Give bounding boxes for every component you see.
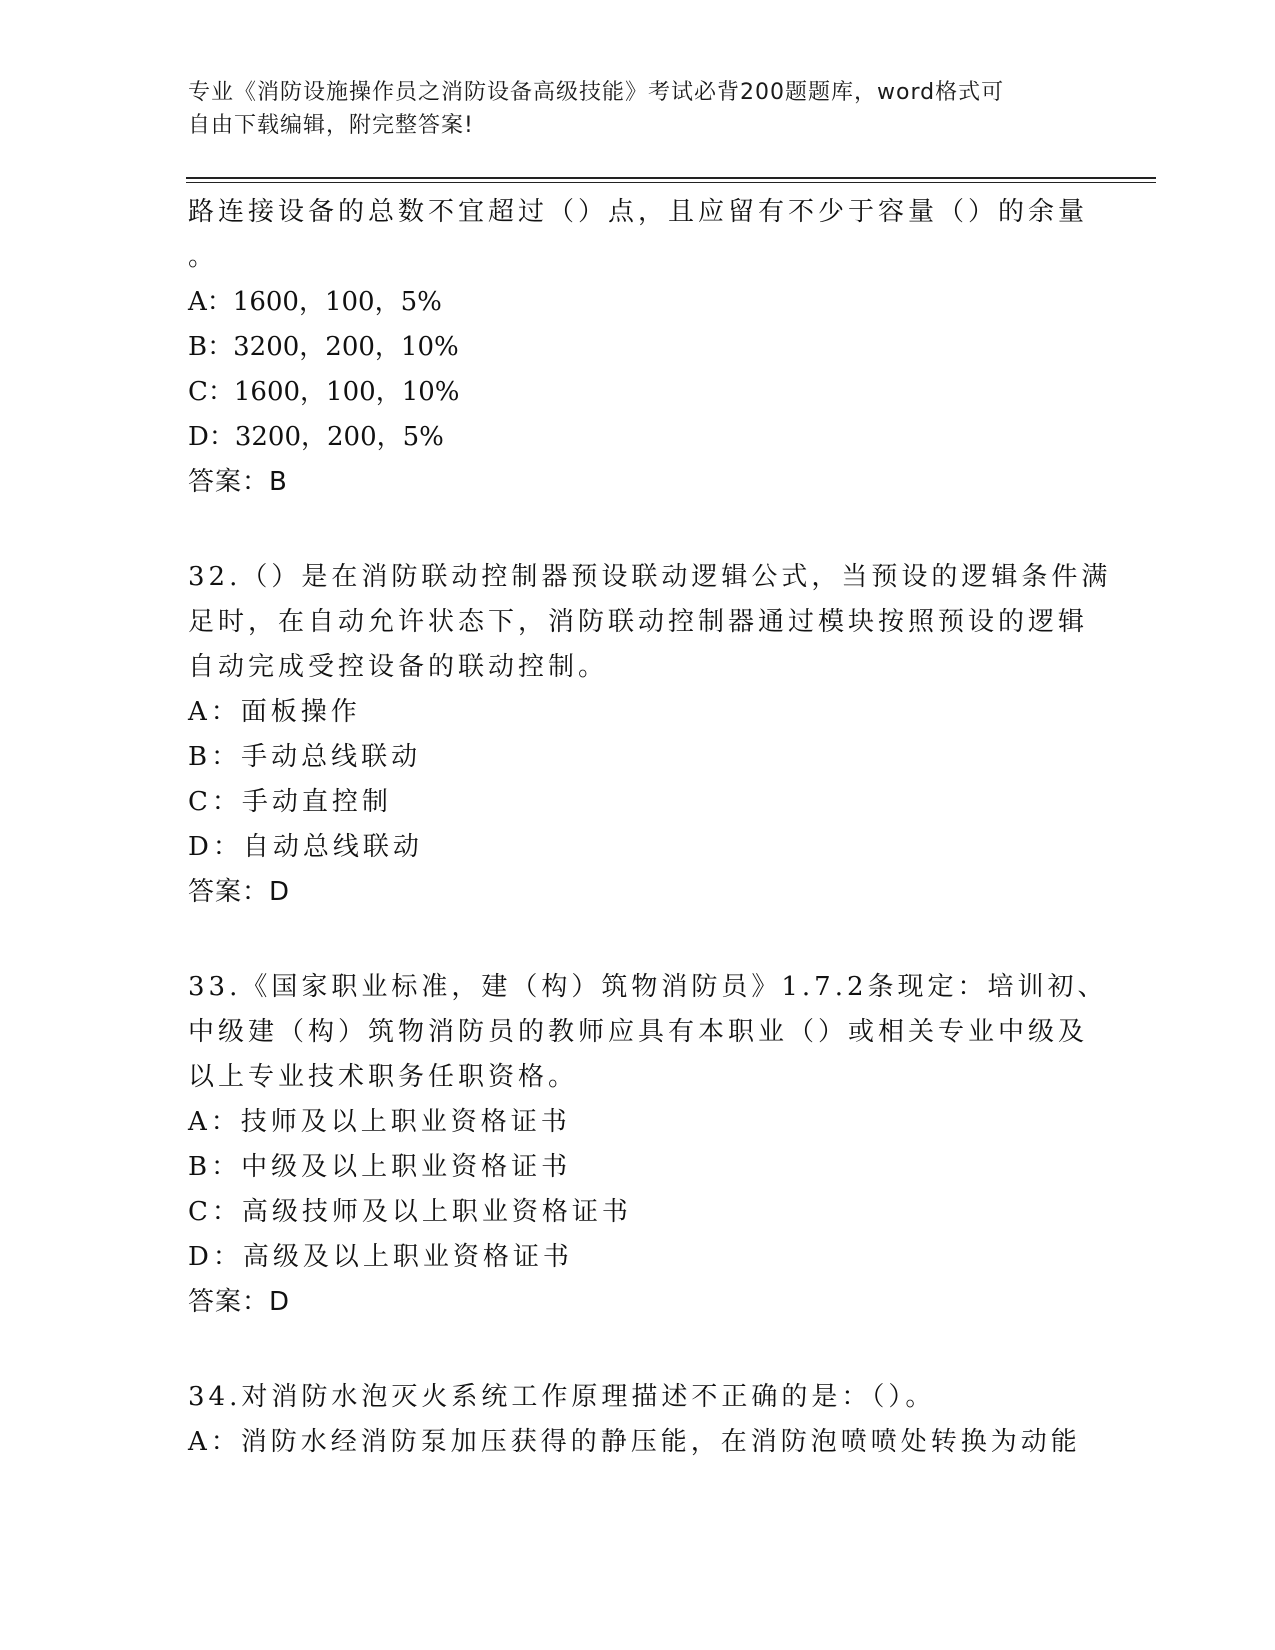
question-stem-line: 33.《国家职业标准，建（构）筑物消防员》1.7.2条现定：培训初、: [188, 972, 1108, 1002]
question-stem-line: 中级建（构）筑物消防员的教师应具有本职业（）或相关专业中级及: [188, 1017, 1089, 1047]
option-b: B：3200，200，10%: [188, 332, 459, 362]
option-c: C：手动直控制: [188, 787, 392, 817]
option-b: B：手动总线联动: [188, 742, 422, 772]
question-spacer: [188, 1325, 1088, 1375]
header-divider-thick: [186, 177, 1156, 179]
question-spacer: [188, 505, 1088, 555]
question-stem-line: 32.（）是在消防联动控制器预设联动逻辑公式，当预设的逻辑条件满: [188, 562, 1112, 592]
question-stem-line: 足时，在自动允许状态下，消防联动控制器通过模块按照预设的逻辑: [188, 607, 1089, 637]
answer-text: 答案：D: [188, 877, 291, 907]
option-b: B：中级及以上职业资格证书: [188, 1152, 572, 1182]
option-a: A：技师及以上职业资格证书: [188, 1107, 571, 1137]
question-32: [188, 555, 1112, 915]
header-line-1: 专业《消防设施操作员之消防设备高级技能》考试必背200题题库，word格式可: [188, 80, 1005, 105]
question-stem-line: 以上专业技术职务任职资格。: [188, 1062, 579, 1092]
option-c: C：1600，100，10%: [188, 377, 460, 407]
question-34: [188, 1375, 1088, 1465]
header-divider-thin: [186, 182, 1156, 183]
document-header: [188, 76, 1068, 142]
question-33: [188, 965, 1108, 1325]
question-stem-line: 。: [188, 242, 219, 272]
option-c: C：高级技师及以上职业资格证书: [188, 1197, 632, 1227]
option-d: D：高级及以上职业资格证书: [188, 1242, 573, 1272]
option-a: A：消防水经消防泵加压获得的静压能，在消防泡喷喷处转换为动能: [188, 1427, 1081, 1457]
answer-text: 答案：B: [188, 467, 288, 497]
option-a: A：面板操作: [188, 697, 361, 727]
option-a: A：1600，100，5%: [188, 287, 442, 317]
option-d: D：3200，200，5%: [188, 422, 444, 452]
question-stem-line: 34.对消防水泡灭火系统工作原理描述不正确的是：（）。: [188, 1382, 936, 1412]
question-content: [188, 190, 1112, 1465]
question-spacer: [188, 915, 1088, 965]
option-d: D：自动总线联动: [188, 832, 423, 862]
question-stem-line: 路连接设备的总数不宜超过（）点，且应留有不少于容量（）的余量: [188, 197, 1089, 227]
header-line-2: 自由下载编辑，附完整答案!: [188, 113, 474, 138]
answer-text: 答案：D: [188, 1287, 291, 1317]
question-stem-line: 自动完成受控设备的联动控制。: [188, 652, 609, 682]
question-31-continuation: [188, 190, 1088, 505]
